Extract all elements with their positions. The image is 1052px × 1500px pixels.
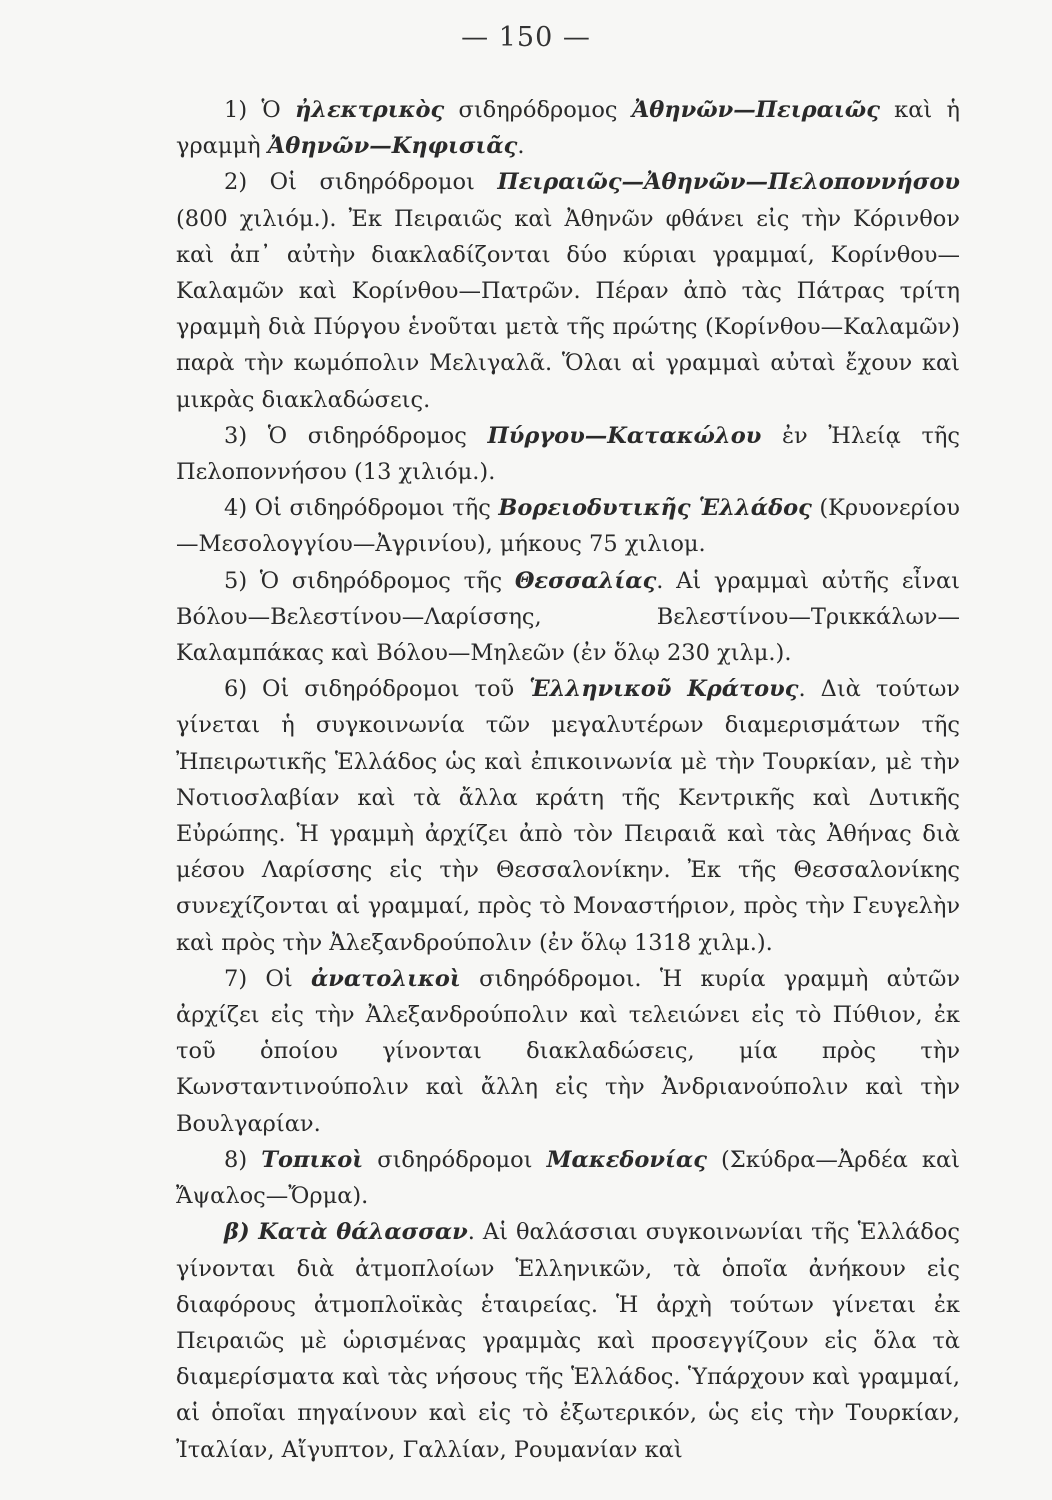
emphasized-term: Πύργου—Κατακώλου <box>487 422 762 449</box>
text-run: 7) Οἱ <box>224 965 311 992</box>
paragraph-p6 <box>176 671 960 961</box>
emphasized-term: Ἑλληνικοῦ Κράτους <box>529 676 799 703</box>
emphasized-term: Ἀθηνῶν—Πειραιῶς <box>631 97 880 123</box>
text-run: . Διὰ τούτων γίνεται ἡ συγκοινωνία τῶν μεγαλυτέρων διαμερισμάτων τῆς Ἠπειρωτικῆς Ἑλλάδος ὡς καὶ ἐπικοινωνία μὲ τὴν Τουρκίαν, μὲ τὴν Νοτιοσλαβίαν καὶ τὰ ἄλλα κράτη τῆς Κεντρικῆς καὶ Δυτικῆς Εὐρώπης. Ἡ γραμμὴ ἀρχίζει ἀπὸ τὸν Πειραιᾶ καὶ τὰς Ἀθήνας διὰ μέσου Λαρίσσης εἰς τὴν Θεσσαλονίκην. Ἐκ τῆς Θεσσαλονίκης συνεχίζονται αἱ γραμμαί, πρὸς τὸ Μοναστήριον, πρὸς τὴν Γευγελὴν καὶ πρὸς τὴν Ἀλεξανδρούπολιν (ἐν ὅλῳ 1318 χιλμ.). <box>176 676 960 956</box>
emphasized-term: Βορειοδυτικῆς Ἑλλάδος <box>498 495 812 522</box>
paragraph-p8 <box>176 1142 960 1214</box>
paragraph-p7 <box>176 961 960 1142</box>
text-run: σιδηρόδρομοι. Ἡ κυρία γραμμὴ αὐτῶν ἀρχίζει εἰς τὴν Ἀλεξανδρούπολιν καὶ τελειώνει εἰς τὸ Πύθιον, ἐκ τοῦ ὁποίου γίνονται διακλαδώσεις, μία πρὸς τὴν Κωνσταντινούπολιν καὶ ἄλλη εἰς τὴν Ἀνδριανούπολιν καὶ τὴν Βουλγαρίαν. <box>176 965 961 1137</box>
text-run: 3) Ὁ σιδηρόδρομος <box>224 422 488 449</box>
page-number: — 150 — <box>461 22 591 53</box>
emphasized-term: ἀνατολικοὶ <box>310 965 461 992</box>
emphasized-term: Ἀθηνῶν—Κηφισιᾶς <box>267 133 518 160</box>
text-run: . Αἱ γραμμαὶ αὐτῆς εἶναι Βόλου—Βελεστίνου—Λαρίσσης, Βελεστίνου—Τρικκάλων—Καλαμπάκας καὶ Βόλου—Μηλεῶν (ἐν ὅλῳ 230 χιλμ.). <box>176 567 960 667</box>
emphasized-term: Μακεδονίας <box>546 1146 707 1173</box>
paragraph-p2 <box>176 164 960 417</box>
page-body <box>176 92 960 1468</box>
emphasized-term: Τοπικοὶ <box>261 1146 364 1173</box>
text-run: . <box>517 133 525 160</box>
emphasized-term: Πειραιῶς—Ἀθηνῶν—Πελοποννήσου <box>497 169 960 196</box>
text-run: καὶ ἡ γραμμὴ <box>176 97 960 160</box>
text-run: 6) Οἱ σιδηρόδρομοι τοῦ <box>224 676 530 703</box>
text-run: (Κρυονερίου—Μεσολογγίου—Ἀγρινίου), μήκους 75 χιλιομ. <box>176 495 960 558</box>
paragraph-p5 <box>176 563 960 672</box>
text-run: 8) <box>224 1146 262 1173</box>
paragraph-p9 <box>176 1214 960 1467</box>
text-run: σιδηρόδρομοι <box>363 1146 547 1173</box>
text-run: 4) Οἱ σιδηρόδρομοι τῆς <box>224 495 499 522</box>
paragraph-p3 <box>176 418 960 490</box>
paragraph-p1 <box>176 92 960 164</box>
text-run: ἐν Ἠλείᾳ τῆς Πελοποννήσου (13 χιλιόμ.). <box>176 422 960 486</box>
text-run: σιδηρόδρομος <box>444 97 632 123</box>
text-run: 2) Οἱ σιδηρόδρομοι <box>224 169 498 196</box>
text-run: 5) Ὁ σιδηρόδρομος τῆς <box>224 567 515 594</box>
text-run: (800 χιλιόμ.). Ἐκ Πειραιῶς καὶ Ἀθηνῶν φθάνει εἰς τὴν Κόρινθον καὶ ἀπ᾽ αὐτὴν διακλαδίζονται δύο κύριαι γραμμαί, Κορίνθου—Καλαμῶν καὶ Κορίνθου—Πατρῶν. Πέραν ἀπὸ τὰς Πάτρας τρίτη γραμμὴ διὰ Πύργου ἑνοῦται μετὰ τῆς πρώτης (Κορίνθου—Καλαμῶν) παρὰ τὴν κωμόπολιν Μελιγαλᾶ. Ὅλαι αἱ γραμμαὶ αὐταὶ ἔχουν καὶ μικρὰς διακλαδώσεις. <box>176 205 960 413</box>
emphasized-term: Θεσσαλίας <box>514 567 657 594</box>
emphasized-term: β) Κατὰ θάλασσαν <box>224 1219 468 1246</box>
text-run: (Σκύδρα—Ἀρδέα καὶ Ἄψαλος—Ὄρμα). <box>176 1146 960 1210</box>
paragraph-p4 <box>176 490 960 562</box>
text-run: . Αἱ θαλάσσιαι συγκοινωνίαι τῆς Ἑλλάδος γίνονται διὰ ἀτμοπλοίων Ἑλληνικῶν, τὰ ὁποῖα ἀνήκουν εἰς διαφόρους ἀτμοπλοϊκὰς ἑταιρείας. Ἡ ἀρχὴ τούτων γίνεται ἐκ Πειραιῶς μὲ ὡρισμένας γραμμὰς καὶ προσεγγίζουν εἰς ὅλα τὰ διαμερίσματα καὶ τὰς νήσους τῆς Ἑλλάδος. Ὑπάρχουν καὶ γραμμαί, αἱ ὁποῖαι πηγαίνουν καὶ εἰς τὸ ἐξωτερικόν, ὡς εἰς τὴν Τουρκίαν, Ἰταλίαν, Αἴγυπτον, Γαλλίαν, Ρουμανίαν καὶ <box>176 1219 960 1463</box>
text-run: 1) Ὁ <box>224 97 295 123</box>
emphasized-term: ἠλεκτρικὸς <box>294 97 445 123</box>
